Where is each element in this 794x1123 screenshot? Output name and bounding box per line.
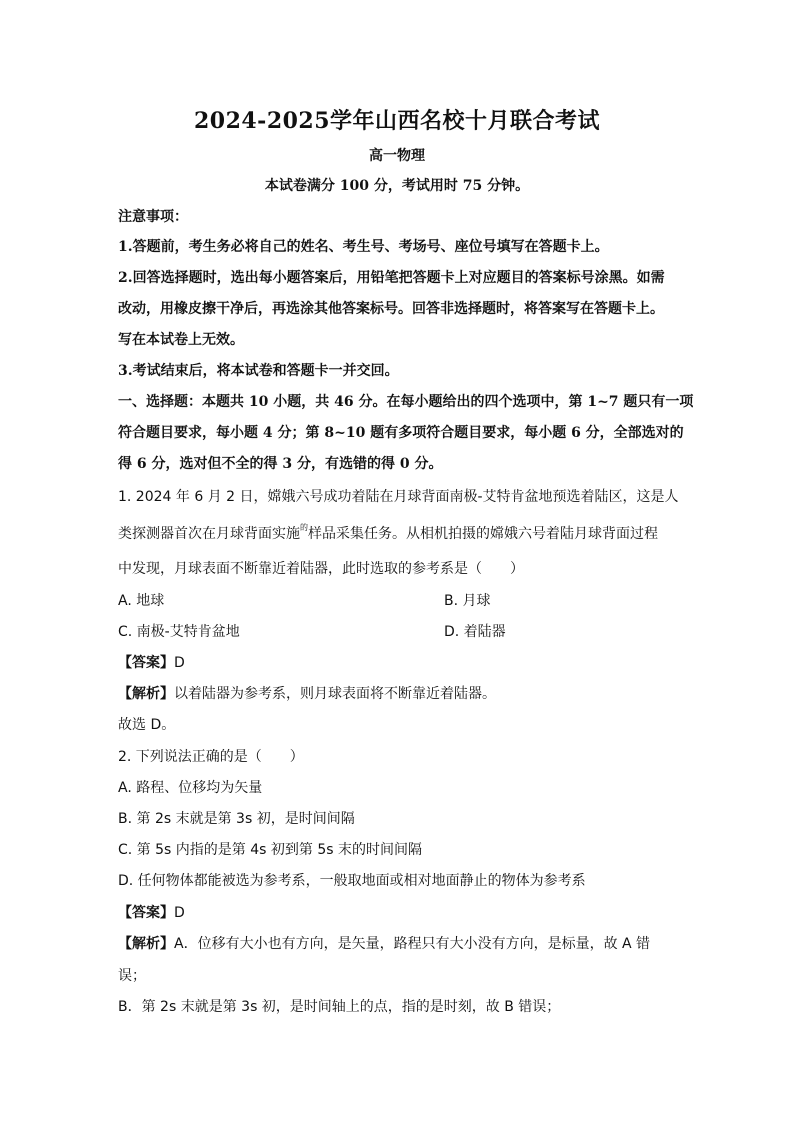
q1-option-d: D. 着陆器 [444,624,506,640]
q2-analysis-text: A．位移有大小也有方向，是矢量，路程只有大小没有方向，是标量，故 A 错 [174,936,651,952]
q1-option-c: C. 南极-艾特肯盆地 [118,624,240,640]
subject-label: 高一物理 [369,148,425,164]
q1-answer [118,653,185,673]
exam-info: 本试卷满分 100 分，考试用时 75 分钟。 [264,178,530,194]
q1-stem-line-2 [118,524,658,546]
q1-stem-line-2b: 样品采集任务。从相机拍摄的嫦娥六号着陆月球背面过程 [308,526,658,542]
q2-analysis-tag: 【解析】 [118,936,174,952]
q2-answer-tag: 【答案】 [118,905,174,921]
q2-option-d: D. 任何物体都能被选为参考系，一般取地面或相对地面静止的物体为参考系 [118,873,586,889]
q1-answer-value: D [174,655,185,671]
q1-option-a: A. 地球 [118,593,165,609]
q2-option-c: C. 第 5s 内指的是第 4s 初到第 5s 末的时间间隔 [118,842,422,858]
q2-analysis-line-3: B．第 2s 末就是第 3s 初，是时间轴上的点，指的是时刻，故 B 错误； [118,999,561,1015]
q2-answer [118,903,185,923]
notes-item-2-line-2: 改动，用橡皮擦干净后，再选涂其他答案标号。回答非选择题时，将答案写在答题卡上。 [118,301,664,317]
q1-answer-tag: 【答案】 [118,655,174,671]
q1-analysis-text: 以着陆器为参考系，则月球表面将不断靠近着陆器。 [174,686,496,702]
notes-item-2-line-1: 2.回答选择题时，选出每小题答案后，用铅笔把答题卡上对应题目的答案标号涂黑。如需 [118,270,665,286]
section-1-line-1: 一、选择题：本题共 10 小题，共 46 分。在每小题给出的四个选项中，第 1~7 题只有一项 [118,394,694,410]
notes-item-1: 1.答题前，考生务必将自己的姓名、考生号、考场号、座位号填写在答题卡上。 [118,239,609,255]
notes-item-3: 3.考试结束后，将本试卷和答题卡一并交回。 [118,363,399,379]
notes-item-2-line-3: 写在本试卷上无效。 [118,332,244,348]
q2-stem: 2. 下列说法正确的是（ ） [118,749,304,765]
q1-option-b: B. 月球 [444,593,491,609]
q1-stem-mark: 的 [300,523,308,532]
notes-heading: 注意事项： [118,209,188,225]
q1-conclusion: 故选 D。 [118,717,176,733]
page-title: 2024-2025学年山西名校十月联合考试 [193,108,601,134]
q2-option-a: A. 路程、位移均为矢量 [118,780,263,796]
q1-stem-line-1: 1. 2024 年 6 月 2 日，嫦娥六号成功着陆在月球背面南极-艾特肯盆地预选着陆区，这是人 [118,489,679,505]
section-1-line-2: 符合题目要求，每小题 4 分；第 8~10 题有多项符合题目要求，每小题 6 分，全部选对的 [118,425,684,441]
q2-option-b: B. 第 2s 末就是第 3s 初，是时间间隔 [118,811,355,827]
q2-answer-value: D [174,905,185,921]
q1-analysis [118,684,496,704]
q2-analysis-line-2: 误； [118,968,146,984]
q2-analysis-line-1 [118,934,650,954]
q1-stem-line-3: 中发现，月球表面不断靠近着陆器，此时选取的参考系是（ ） [118,561,524,577]
q1-analysis-tag: 【解析】 [118,686,174,702]
section-1-line-3: 得 6 分，选对但不全的得 3 分，有选错的得 0 分。 [118,456,443,472]
q1-stem-line-2a: 类探测器首次在月球背面实施 [118,526,300,542]
